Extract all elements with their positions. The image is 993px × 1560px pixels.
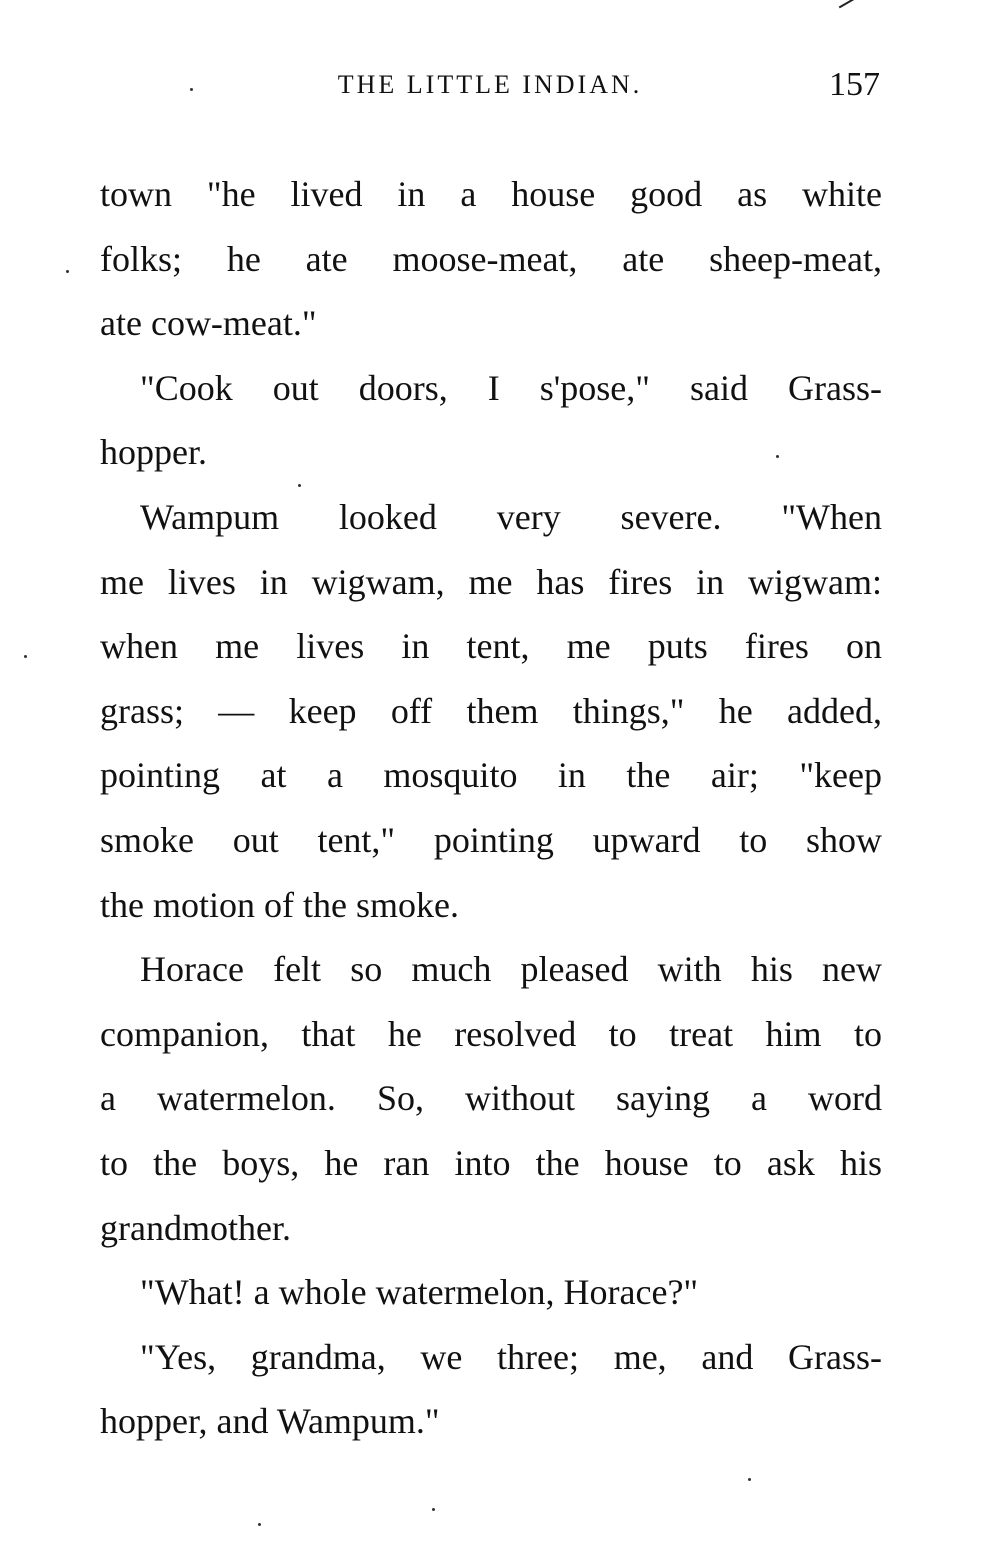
print-speck (298, 484, 301, 487)
text-line: town "he lived in a house good as white (100, 174, 882, 214)
text-line: to the boys, he ran into the house to ask his (100, 1142, 882, 1183)
running-title: THE LITTLE INDIAN. (337, 70, 643, 99)
text-line: hopper, and Wampum." (100, 1401, 440, 1442)
stray-mark (839, 0, 856, 8)
text-line: the motion of the smoke. (100, 884, 459, 925)
text-line: "What! a whole watermelon, Horace?" (140, 1272, 699, 1313)
text-line: Horace felt so much pleased with his new (140, 949, 882, 990)
text-line: smoke out tent," pointing upward to show (100, 819, 882, 860)
running-header (100, 66, 880, 110)
print-speck (432, 1508, 435, 1511)
text-line: me lives in wigwam, me has fires in wigwam: (100, 561, 882, 602)
print-speck (748, 1478, 751, 1481)
text-line: hopper. (100, 432, 207, 473)
text-line: Wampum looked very severe. "When (140, 496, 882, 537)
text-line: "Cook out doors, I s'pose," said Grass- (140, 367, 882, 408)
text-line: grandmother. (100, 1207, 291, 1248)
print-speck (24, 655, 27, 658)
text-line: pointing at a mosquito in the air; "keep (100, 755, 882, 796)
text-line: a watermelon. So, without saying a word (100, 1078, 882, 1119)
page-number: 157 (829, 66, 880, 103)
body-text (100, 162, 882, 1454)
text-line: companion, that he resolved to treat him to (100, 1013, 882, 1054)
text-line: when me lives in tent, me puts fires on (100, 626, 882, 667)
text-line: grass; — keep off them things," he added, (100, 690, 882, 731)
print-speck (258, 1523, 261, 1526)
print-speck (190, 88, 193, 91)
text-line: "Yes, grandma, we three; me, and Grass- (140, 1336, 882, 1377)
print-speck (776, 455, 779, 458)
text-line: ate cow-meat." (100, 303, 317, 344)
text-line: folks; he ate moose-meat, ate sheep-meat, (100, 238, 882, 279)
print-speck (66, 270, 69, 273)
